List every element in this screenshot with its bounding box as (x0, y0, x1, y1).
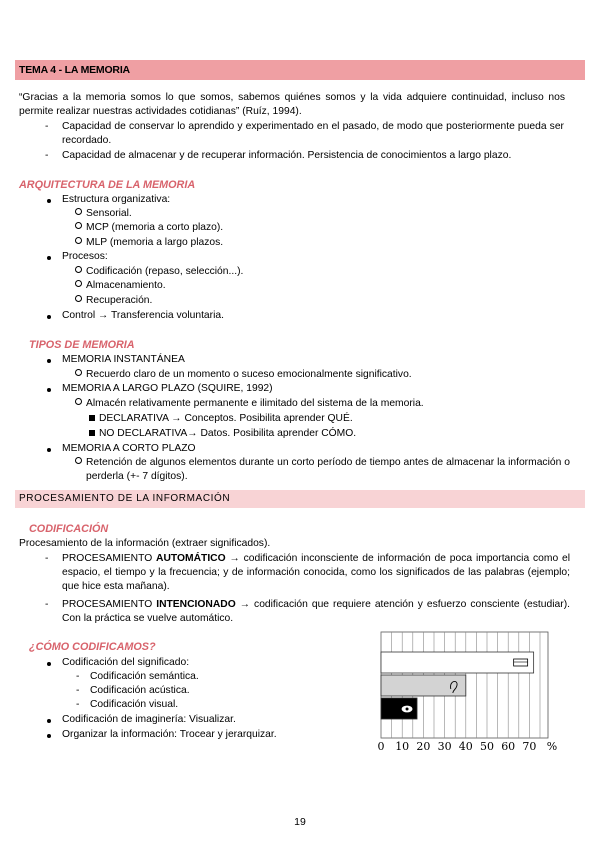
chart-tick-label: 10 (395, 740, 410, 753)
procesamiento-automatico: PROCESAMIENTO AUTOMÁTICO → codificación inconsciente de información de poca importancia como el espacio, el tiempo y la frecuencia; y de información conocida, como los significados de las palabras (ejemplo; que hice esta mañana). (62, 553, 570, 592)
circle-bullet-icon (75, 398, 82, 405)
chart-tick-label: 60 (501, 740, 516, 753)
list-item: Organizar la información: Trocear y jerarquizar. (62, 729, 277, 740)
list-item: Recuperación. (75, 294, 152, 308)
circle-bullet-icon (75, 222, 82, 229)
chart-tick-label: % (546, 740, 558, 753)
intro-point-1: Capacidad de conservar lo aprendido y experimentado en el pasado, de modo que posteriormente pueda ser recordado. (62, 121, 564, 146)
procesamiento-intencionado: PROCESAMIENTO INTENCIONADO → codificación que requiere atención y esfuerzo consciente (estudiar). Con la práctica se vuelve automático. (62, 599, 570, 624)
bullet-dot (47, 315, 51, 319)
list-item: MLP (memoria a largo plazos. (75, 236, 223, 250)
circle-bullet-icon (75, 369, 82, 376)
page-title: TEMA 4 - LA MEMORIA (19, 64, 130, 76)
list-item: Codificación (repaso, selección...). (75, 265, 243, 279)
eye-icon (406, 708, 409, 711)
circle-bullet-icon (75, 295, 82, 302)
list-item: MEMORIA INSTANTÁNEA (62, 354, 185, 365)
list-item: Almacenamiento. (75, 279, 166, 293)
dash-marker: - (76, 685, 80, 696)
section-heading-como: ¿CÓMO CODIFICAMOS? (29, 641, 156, 653)
list-item: Codificación acústica. (90, 685, 190, 696)
list-item: Codificación del significado: (62, 657, 190, 668)
list-item: Estructura organizativa: (62, 194, 171, 205)
paragraph: Procesamiento de la información (extraer significados). (19, 538, 271, 549)
list-item: MCP (memoria a corto plazo). (75, 221, 223, 235)
list-item: Control → Transferencia voluntaria. (62, 310, 224, 321)
list-item: Codificación de imaginería: Visualizar. (62, 714, 236, 725)
dash-marker: - (76, 671, 80, 682)
dash-marker: - (45, 150, 49, 161)
list-item: Recuerdo claro de un momento o suceso emocionalmente significativo. (75, 368, 412, 382)
chart-tick-label: 30 (437, 740, 452, 753)
chart-tick-label: 50 (480, 740, 494, 753)
bullet-dot (47, 734, 51, 738)
list-item: Almacén relativamente permanente e ilimitado del sistema de la memoria. (75, 397, 424, 411)
list-item: MEMORIA A CORTO PLAZO (62, 443, 196, 454)
dash-marker: - (45, 121, 49, 132)
title-band (15, 60, 585, 80)
chart-tick-label: 20 (416, 740, 431, 753)
page-number: 19 (294, 816, 306, 828)
list-item: Codificación visual. (90, 699, 179, 710)
chart-tick-label: 40 (458, 740, 473, 753)
section-band-label: PROCESAMIENTO DE LA INFORMACIÓN (19, 493, 231, 504)
intro-point-2: Capacidad de almacenar y de recuperar información. Persistencia de conocimientos a largo plazo. (62, 150, 512, 161)
square-bullet-icon (89, 415, 95, 421)
list-item: MEMORIA A LARGO PLAZO (SQUIRE, 1992) (62, 383, 273, 394)
bullet-dot (47, 359, 51, 363)
dash-marker: - (76, 699, 80, 710)
bullet-dot (47, 662, 51, 666)
bullet-dot (47, 719, 51, 723)
list-item: Codificación semántica. (90, 671, 199, 682)
chart-tick-label: 70 (522, 740, 537, 753)
bullet-dot (47, 256, 51, 260)
list-item: NO DECLARATIVA→ Datos. Posibilita aprender CÓMO. (89, 427, 356, 441)
dash-marker: - (45, 553, 49, 564)
bullet-dot (47, 388, 51, 392)
circle-bullet-icon (75, 456, 86, 470)
circle-bullet-icon (75, 280, 82, 287)
section-heading-codificacion: CODIFICACIÓN (29, 523, 109, 535)
circle-bullet-icon (75, 208, 82, 215)
list-item: Procesos: (62, 251, 108, 262)
bullet-dot (47, 448, 51, 452)
intro-quote: “Gracias a la memoria somos lo que somos, sabemos quiénes somos y la vida adquiere continuidad, incluso nos permite realizar nuestras actividades cotidianas” (Ruíz, 1994). (19, 92, 565, 117)
chart-tick-label: 0 (377, 740, 385, 753)
chart-bar (381, 652, 534, 673)
circle-bullet-icon (75, 237, 82, 244)
encoding-chart (373, 630, 573, 755)
book-icon (514, 659, 528, 666)
section-band (15, 490, 585, 508)
list-item: DECLARATIVA → Conceptos. Posibilita aprender QUÉ. (89, 412, 353, 426)
list-item: Sensorial. (75, 207, 132, 221)
circle-bullet-icon (75, 266, 82, 273)
bullet-dot (47, 199, 51, 203)
section-heading-arquitectura: ARQUITECTURA DE LA MEMORIA (19, 179, 196, 191)
section-heading-tipos: TIPOS DE MEMORIA (29, 339, 135, 351)
list-item: Retención de algunos elementos durante un corto período de tiempo antes de almacenar la información o perderla (+- 7 dígitos). (86, 457, 570, 482)
dash-marker: - (45, 599, 49, 610)
square-bullet-icon (89, 430, 95, 436)
